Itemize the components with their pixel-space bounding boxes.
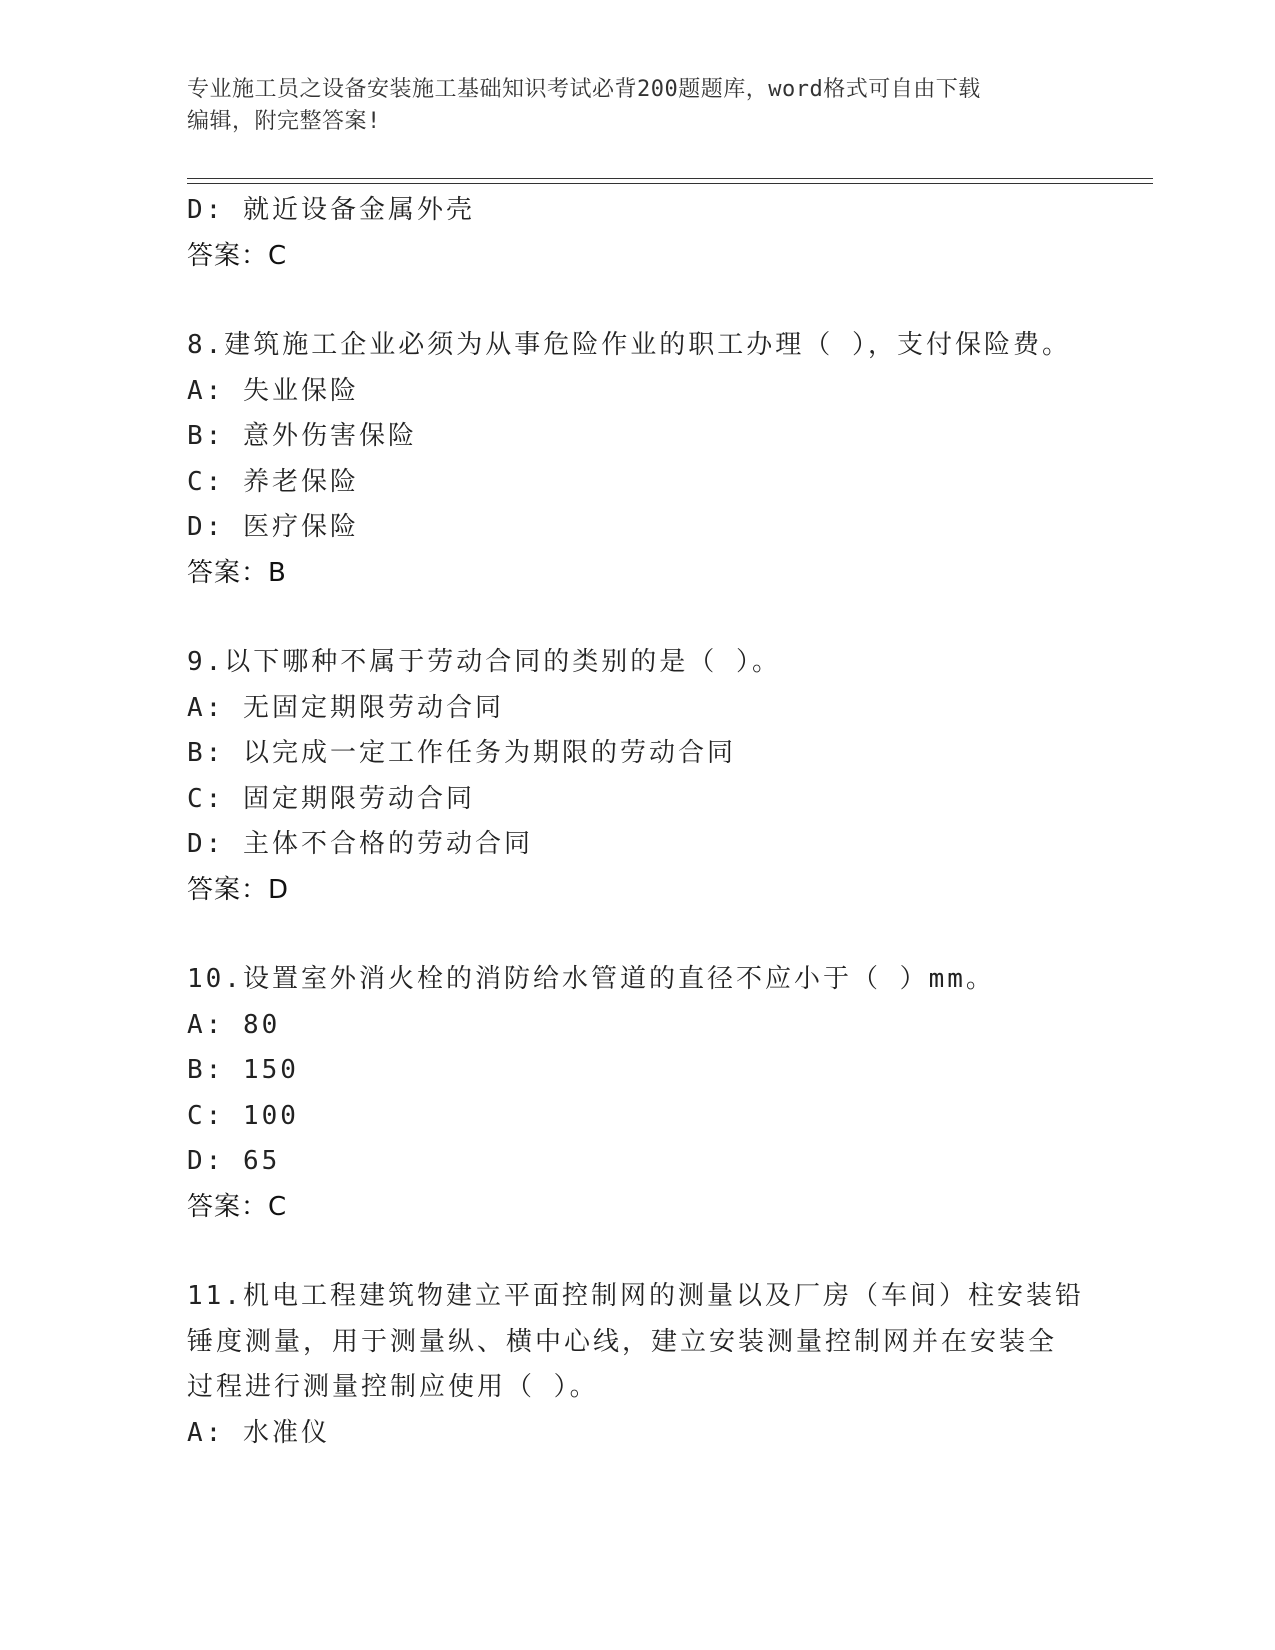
option-a: A: 80 bbox=[187, 1009, 281, 1040]
option-d: D: 主体不合格的劳动合同 bbox=[187, 829, 533, 859]
question-stem-line-1: 11.机电工程建筑物建立平面控制网的测量以及厂房（车间）柱安装铅 bbox=[187, 1281, 1084, 1311]
question-9 bbox=[187, 640, 1087, 913]
document-header bbox=[187, 74, 1087, 138]
question-8 bbox=[187, 323, 1087, 596]
question-stem-line-2: 锤度测量，用于测量纵、横中心线，建立安装测量控制网并在安装全 bbox=[187, 1326, 1058, 1357]
answer-label: 答案：C bbox=[187, 1191, 288, 1222]
spacer bbox=[187, 279, 1087, 323]
answer-label: 答案：C bbox=[187, 240, 288, 271]
spacer bbox=[187, 1230, 1087, 1274]
spacer bbox=[187, 596, 1087, 640]
option-a: A: 无固定期限劳动合同 bbox=[187, 692, 504, 723]
spacer bbox=[187, 913, 1087, 957]
question-list bbox=[187, 188, 1087, 1456]
question-stem: 10.设置室外消火栓的消防给水管道的直径不应小于（ ）mm。 bbox=[187, 964, 995, 994]
header-title-line-1: 专业施工员之设备安装施工基础知识考试必背200题题库，word格式可自由下载 bbox=[187, 77, 981, 102]
answer-label: 答案：B bbox=[187, 557, 287, 588]
option-d: D: 65 bbox=[187, 1146, 281, 1176]
question-7-tail bbox=[187, 188, 1087, 279]
option-a: A: 水准仪 bbox=[187, 1417, 330, 1448]
option-d: D: 就近设备金属外壳 bbox=[187, 195, 475, 225]
option-b: B: 以完成一定工作任务为期限的劳动合同 bbox=[187, 738, 736, 768]
option-c: C: 100 bbox=[187, 1100, 299, 1131]
header-divider-top bbox=[187, 178, 1153, 179]
option-b: B: 150 bbox=[187, 1055, 299, 1085]
answer-label: 答案：D bbox=[187, 874, 290, 905]
option-b: B: 意外伤害保险 bbox=[187, 421, 417, 451]
header-title-line-2: 编辑，附完整答案! bbox=[187, 109, 381, 134]
option-a: A: 失业保险 bbox=[187, 375, 359, 406]
question-stem-line-3: 过程进行测量控制应使用（ ）。 bbox=[187, 1372, 599, 1402]
question-stem: 8.建筑施工企业必须为从事危险作业的职工办理（ ），支付保险费。 bbox=[187, 330, 1071, 360]
option-d: D: 医疗保险 bbox=[187, 512, 359, 542]
header-divider-bottom bbox=[187, 183, 1153, 184]
question-10 bbox=[187, 957, 1087, 1230]
question-11 bbox=[187, 1274, 1087, 1456]
question-stem: 9.以下哪种不属于劳动合同的类别的是（ ）。 bbox=[187, 647, 781, 677]
option-c: C: 养老保险 bbox=[187, 466, 359, 497]
option-c: C: 固定期限劳动合同 bbox=[187, 783, 475, 814]
